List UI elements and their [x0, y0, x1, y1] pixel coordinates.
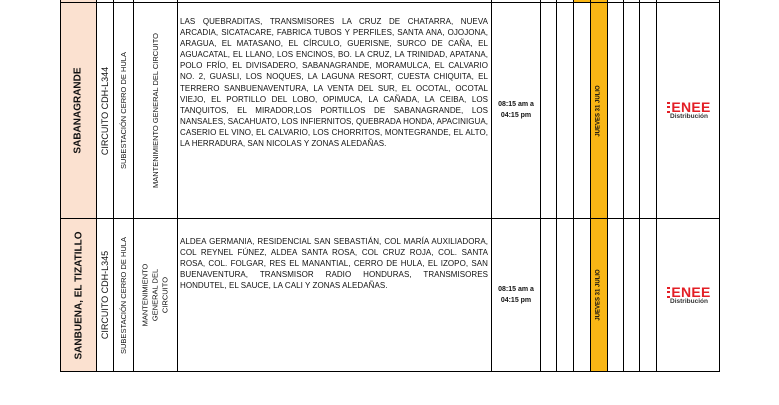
affected-areas: LAS QUEBRADITAS, TRANSMISORES LA CRUZ DE CHATARRA, NUEVA ARCADIA, SICATACARE, FABRICA TUBOS Y PERFILES, SANTA ANA, OJOJONA, ARAGUA, EL MATASANO, EL CÍRCULO, GUERISNE, SURCO DE CAÑA, EL AGUACATAL, EL LLANO, LOS ENCINOS, BO. LA CRUZ, LA TRINIDAD, APATANA, POLO FRÍO, EL DIVISADERO, SABANAGRANDE, MORAMULCA, EL CALVARIO NO. 2, GUASLI, LOS NOQUES, LA LAGUNA RESORT, CUESTA CHIQUITA, EL TERRERO SANBUENAVENTURA, LA VENTA DEL SUR, EL OCOTAL, OCOTAL VIEJO, EL PORTILLO DEL LOBO, OPIMUCA, LA CAÑADA, LA CEIBA, LOS TANQUITOS, EL MIRADOR,LOS PORTILLOS DE SABANAGRANDE, LOS NANSALES, SACAHUATO, LOS INFIERNITOS, QUEBRADA HONDA, APACINIGUA, CASERIO EL VINO, EL CALVARIO, LOS CHORRITOS, MONTEGRANDE, EL ALTO, LA HERRADURA, SAN NICOLAS Y ZONAS ALEDAÑAS.: [180, 17, 488, 149]
col-border: [607, 0, 608, 372]
col-border: [719, 0, 720, 372]
time-end: 04:15 pm: [500, 297, 532, 304]
col-border: [573, 0, 574, 372]
col-border: [656, 0, 657, 372]
outage-day: JUEVES 31 JULIO: [596, 84, 603, 137]
substation-name: SUBESTACIÓN CERRO DE HULA: [119, 52, 128, 169]
col-border: [540, 0, 541, 372]
outage-time: [492, 99, 540, 121]
time-start: 08:15 am a: [498, 286, 534, 293]
col-border: [177, 0, 178, 372]
circuit-code: CIRCUITO CDH-L345: [100, 250, 111, 340]
col-border: [556, 0, 557, 372]
circuit-code: CIRCUITO CDH-L344: [100, 66, 111, 155]
col-border: [639, 0, 640, 372]
work-description: MANTENIMIENTO GENERAL DEL CIRCUITO: [140, 263, 170, 327]
time-start: 08:15 am a: [498, 101, 534, 108]
sector-name: SANBUENA, EL TIZATILLO: [73, 231, 84, 359]
outage-time: [492, 284, 540, 306]
enee-logo: ENEE Distribución: [658, 101, 720, 121]
col-border: [491, 0, 492, 372]
enee-logo-icon: [667, 102, 670, 113]
time-end: 04:15 pm: [500, 112, 532, 119]
col-border: [623, 0, 624, 372]
work-description: MANTENIMIENTO GENERAL DEL CIRCUITO: [151, 32, 160, 189]
outage-day: JUEVES 31 JULIO: [596, 269, 603, 321]
enee-logo: ENEE Distribución: [658, 286, 720, 306]
substation-name: SUBESTACIÓN CERRO DE HULA: [119, 236, 128, 354]
enee-logo-icon: [667, 287, 670, 298]
sector-name: SABANAGRANDE: [73, 67, 84, 154]
row-border: [60, 371, 720, 372]
affected-areas: ALDEA GERMANIA, RESIDENCIAL SAN SEBASTIÁN, COL MARÍA AUXILIADORA, COL REYNEL FÚNEZ, ALDEA SANTA ROSA, COL CRUZ ROJA, COL. SANTA ROSA, COL. FOLGAR, RES EL MANANTIAL, CERRO DE HULA, EL IZOPO, SAN BUENAVENTURA, TRANSMISOR RADIO HONDURAS, TRANSMISORES HONDUTEL, EL SAUCE, LA CALI Y ZONAS ALEDAÑAS.: [180, 237, 488, 291]
